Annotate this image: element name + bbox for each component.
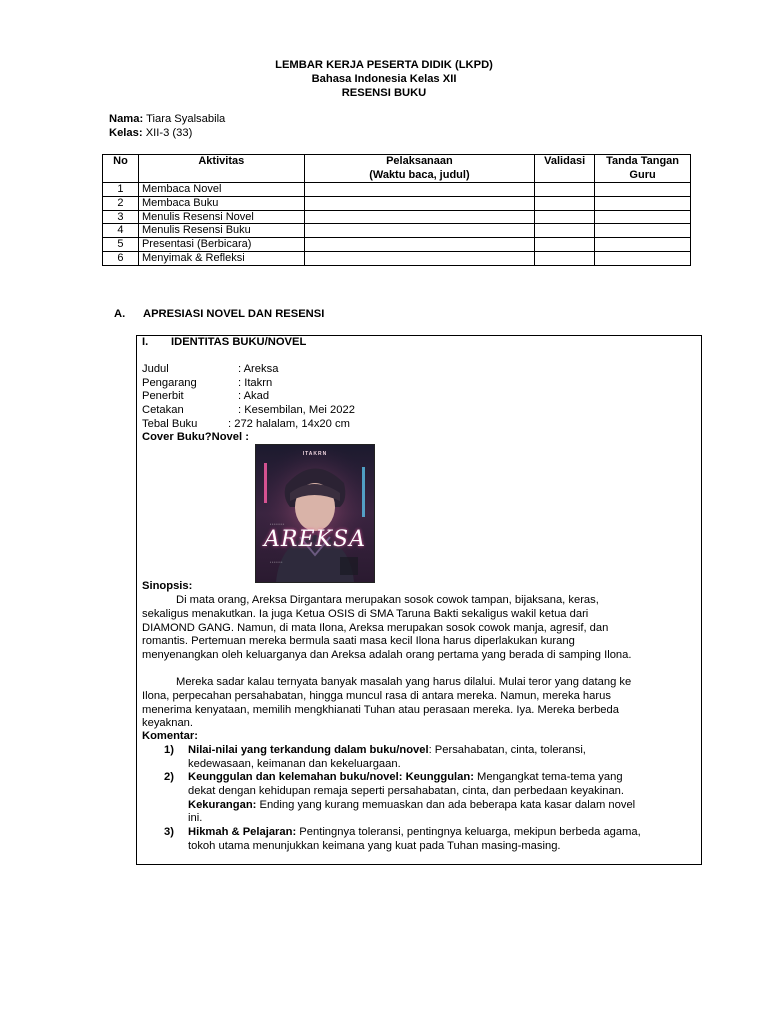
col-no: No	[103, 155, 139, 183]
tebal-value: : 272 halalam, 14x20 cm	[228, 418, 350, 430]
komentar-item3-num: 3)	[164, 826, 174, 838]
book-cover-image	[255, 444, 375, 583]
sinopsis-p1-line: DIAMOND GANG. Namun, di mata Ilona, Areksa merupakan sosok cowok manja, agresif, dan	[142, 622, 609, 634]
kelas-value: XII-3 (33)	[142, 127, 193, 139]
row-no: 6	[103, 251, 139, 265]
table-header-row	[103, 155, 691, 183]
komentar-item1	[188, 744, 586, 756]
sinopsis-p2-line: Mereka sadar kalau ternyata banyak masalah yang harus dilalui. Mulai teror yang datang ke	[176, 676, 632, 688]
table-row	[103, 183, 691, 197]
row-validasi[interactable]	[535, 251, 595, 265]
komentar-item2-text: Mengangkat tema-tema yang	[473, 771, 623, 783]
svg-text:• • • • • • •: • • • • • • •	[270, 560, 283, 564]
table-row	[103, 196, 691, 210]
section-a-letter: A.	[114, 308, 126, 320]
table-row	[103, 210, 691, 224]
komentar-item2-kurang	[188, 799, 635, 811]
row-validasi[interactable]	[535, 183, 595, 197]
identitas-title: IDENTITAS BUKU/NOVEL	[171, 336, 307, 348]
row-pelaksanaan[interactable]	[304, 224, 535, 238]
komentar-item1-text: : Persahabatan, cinta, toleransi,	[428, 744, 586, 756]
row-validasi[interactable]	[535, 238, 595, 252]
row-validasi[interactable]	[535, 210, 595, 224]
judul-value: : Areksa	[238, 363, 279, 375]
row-ttd[interactable]	[595, 183, 691, 197]
sinopsis-p2-line: menerima kenyataan, memilih mengkhianati Tuhan atau perasaan mereka. Iya. Mereka berbeda	[142, 704, 619, 716]
kelas-label: Kelas:	[109, 127, 143, 139]
nama-label: Nama:	[109, 113, 144, 125]
komentar-item1-heading: Nilai-nilai yang terkandung dalam buku/novel	[188, 744, 429, 756]
row-no: 1	[103, 183, 139, 197]
cover-title-art: AREKSA	[264, 527, 366, 552]
sinopsis-p1-line: menyenangkan oleh keluarganya dan Areksa adalah orang pertama yang berada di samping Ilona.	[142, 649, 632, 661]
row-pelaksanaan[interactable]	[304, 183, 535, 197]
row-ttd[interactable]	[595, 251, 691, 265]
cover-publisher-logo: ITAKRN	[302, 451, 328, 457]
nama-value: Tiara Syalsabila	[143, 113, 226, 125]
sinopsis-label: Sinopsis:	[142, 580, 193, 592]
penerbit-value: : Akad	[238, 390, 270, 402]
col-aktivitas: Aktivitas	[138, 155, 304, 183]
row-no: 4	[103, 224, 139, 238]
col-ttd-line1: Tanda Tangan	[606, 155, 680, 167]
sinopsis-p2-line: Ilona, perpecahan persahabatan, hingga muncul rasa di antara mereka. Namun, mereka harus	[142, 690, 611, 702]
komentar-item2-text4: ini.	[188, 812, 203, 824]
col-pelaksanaan	[304, 155, 535, 183]
row-validasi[interactable]	[535, 196, 595, 210]
row-aktivitas: Menulis Resensi Buku	[138, 224, 304, 238]
komentar-label: Komentar:	[142, 730, 198, 742]
row-pelaksanaan[interactable]	[304, 196, 535, 210]
table-row	[103, 251, 691, 265]
row-ttd[interactable]	[595, 196, 691, 210]
cover-label: Cover Buku?Novel :	[142, 431, 249, 443]
row-pelaksanaan[interactable]	[304, 251, 535, 265]
judul-label: Judul	[142, 363, 169, 375]
header-subject: Bahasa Indonesia Kelas XII	[311, 73, 457, 85]
header-title: LEMBAR KERJA PESERTA DIDIK (LKPD)	[275, 59, 493, 71]
cetakan-label: Cetakan	[142, 404, 184, 416]
komentar-item3	[188, 826, 641, 838]
row-aktivitas: Membaca Buku	[138, 196, 304, 210]
row-aktivitas: Membaca Novel	[138, 183, 304, 197]
sinopsis-p1-line: romantis. Pertemuan mereka bermula saati masa kecil Ilona harus diperlakukan kurang	[142, 635, 575, 647]
table-row	[103, 238, 691, 252]
sinopsis-p2-line: keyaknan.	[142, 717, 193, 729]
komentar-item2-num: 2)	[164, 771, 174, 783]
cetakan-value: : Kesembilan, Mei 2022	[238, 404, 355, 416]
book-cover-art	[256, 445, 374, 582]
komentar-item2-text2: dekat dengan kehidupan remaja seperti persahabatan, cinta, dan perbedaan keyakinan.	[188, 785, 625, 797]
sinopsis-p1-line: Di mata orang, Areksa Dirgantara merupakan sosok cowok tampan, bijaksana, keras,	[176, 594, 599, 606]
student-name	[109, 113, 225, 125]
col-tanda-tangan	[595, 155, 691, 183]
svg-text:• • • • • • • •: • • • • • • • •	[270, 522, 285, 526]
komentar-item3-text: Pentingnya toleransi, pentingnya keluarga, mekipun berbeda agama,	[296, 826, 641, 838]
pengarang-value: : Itakrn	[238, 377, 273, 389]
row-pelaksanaan[interactable]	[304, 238, 535, 252]
row-ttd[interactable]	[595, 210, 691, 224]
row-aktivitas: Presentasi (Berbicara)	[138, 238, 304, 252]
penerbit-label: Penerbit	[142, 390, 184, 402]
table-row	[103, 224, 691, 238]
row-validasi[interactable]	[535, 224, 595, 238]
komentar-item2-kurang-label: Kekurangan:	[188, 799, 257, 811]
row-ttd[interactable]	[595, 224, 691, 238]
komentar-item2-text3: Ending yang kurang memuaskan dan ada beberapa kata kasar dalam novel	[256, 799, 636, 811]
sinopsis-p1-line: sekaligus menakutkan. Ia juga Ketua OSIS di SMA Taruna Bakti sekaligus wakil ketua dari	[142, 608, 589, 620]
pengarang-label: Pengarang	[142, 377, 197, 389]
row-ttd[interactable]	[595, 238, 691, 252]
komentar-item3-text2: tokoh utama menunjukkan keimana yang kuat pada Tuhan masing-masing.	[188, 840, 561, 852]
col-validasi: Validasi	[535, 155, 595, 183]
row-pelaksanaan[interactable]	[304, 210, 535, 224]
row-no: 5	[103, 238, 139, 252]
row-aktivitas: Menulis Resensi Novel	[138, 210, 304, 224]
header-topic: RESENSI BUKU	[341, 87, 427, 99]
col-ttd-line2: Guru	[629, 168, 656, 181]
col-pelaksanaan-line1: Pelaksanaan	[386, 155, 453, 167]
identitas-roman: I.	[142, 336, 149, 348]
section-a-title: APRESIASI NOVEL DAN RESENSI	[143, 308, 325, 320]
komentar-item2-heading: Keunggulan dan kelemahan buku/novel: Keunggulan:	[188, 771, 474, 783]
komentar-item1-num: 1)	[164, 744, 174, 756]
row-no: 3	[103, 210, 139, 224]
col-pelaksanaan-line2: (Waktu baca, judul)	[369, 168, 470, 181]
tebal-label: Tebal Buku	[142, 418, 198, 430]
row-no: 2	[103, 196, 139, 210]
student-class	[109, 127, 192, 139]
activity-table	[102, 154, 691, 266]
komentar-item3-heading: Hikmah & Pelajaran:	[188, 826, 297, 838]
komentar-item2	[188, 771, 623, 783]
komentar-item1-text2: kedewasaan, keimanan dan kekeluargaan.	[188, 758, 401, 770]
row-aktivitas: Menyimak & Refleksi	[138, 251, 304, 265]
